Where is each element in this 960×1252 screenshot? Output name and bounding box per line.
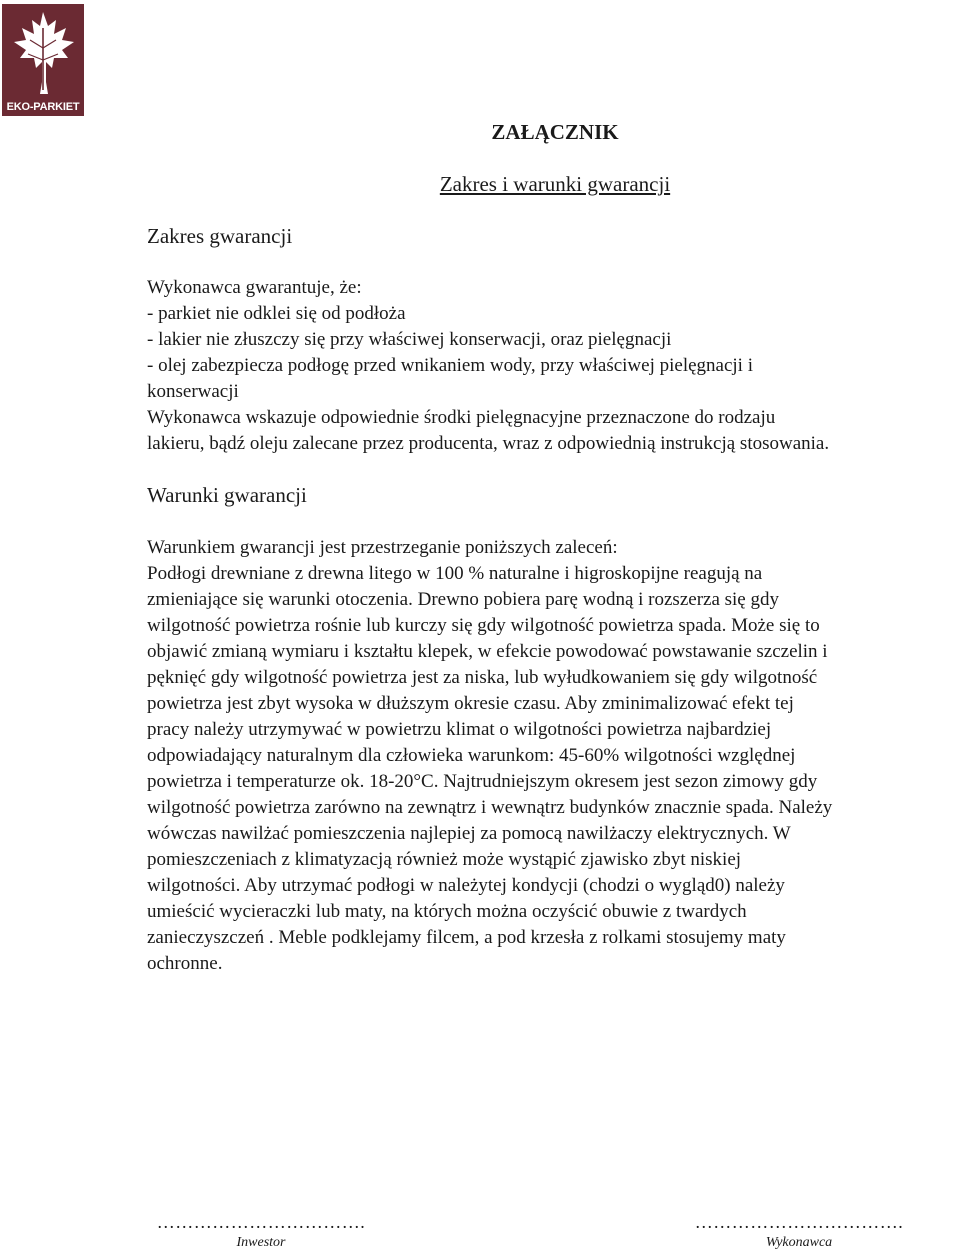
- section-heading-zakres: Zakres gwarancji: [147, 224, 293, 248]
- paragraph-line: pęknięć gdy wilgotność powietrza jest za niska, lub wyłudkowaniem się gdy wilgotność: [147, 667, 818, 688]
- paragraph-line: odpowiadający naturalnym dla człowieka warunkom: 45-60% wilgotności względnej: [147, 745, 796, 766]
- paragraph-line: Warunkiem gwarancji jest przestrzeganie poniższych zaleceń:: [147, 537, 618, 558]
- paragraph-line: Podłogi drewniane z drewna litego w 100 % naturalne i higroskopijne reagują na: [147, 563, 763, 584]
- paragraph-line: wilgotność powietrza rośnie lub kurczy się gdy wilgotność powietrza spada. Może się to: [147, 615, 820, 636]
- section-body-warunki: [147, 535, 957, 977]
- paragraph-line: konserwacji: [147, 381, 239, 402]
- signature-label-investor: Inwestor: [236, 1235, 286, 1250]
- paragraph-line: wówczas nawilżać pomieszczenia najlepiej za pomocą nawilżaczy elektrycznych. W: [147, 823, 791, 844]
- signature-contractor: [654, 1212, 944, 1252]
- paragraph-line: zanieczyszczeń . Meble podklejamy filcem, a pod krzesła z rolkami stosujemy maty: [147, 927, 786, 948]
- paragraph-line: ochronne.: [147, 953, 223, 974]
- paragraph-line: wilgotność powietrza zarówno na zewnątrz i wewnątrz budynków znacznie spada. Należy: [147, 797, 833, 818]
- paragraph-line: objawić zmianą wymiaru i kształtu klepek, w efekcie powodować powstawanie szczelin i: [147, 641, 828, 662]
- paragraph-line: - lakier nie złuszczy się przy właściwej konserwacji, oraz pielęgnacji: [147, 329, 672, 350]
- paragraph-line: powietrza jest zbyt wysoka w dłuższym okresie czasu. Aby zminimalizować efekt tej: [147, 693, 794, 714]
- page-title: ZAŁĄCZNIK: [491, 120, 619, 144]
- paragraph-line: - olej zabezpiecza podłogę przed wnikaniem wody, przy właściwej pielęgnacji i: [147, 355, 753, 376]
- company-logo: [2, 4, 84, 116]
- paragraph-line: zmieniające się warunki otoczenia. Drewno pobiera parę wodną i rozszerza się gdy: [147, 589, 779, 610]
- signature-line: …………………………….: [694, 1212, 904, 1232]
- signature-investor: [116, 1212, 406, 1252]
- section-body-zakres: [147, 275, 957, 457]
- paragraph-line: powietrza i temperaturze ok. 18-20°C. Najtrudniejszym okresem jest sezon zimowy gdy: [147, 771, 818, 792]
- paragraph-line: pomieszczeniach z klimatyzacją również może wystąpić zjawisko zbyt niskiej: [147, 849, 742, 870]
- paragraph-line: umieścić wycieraczki lub maty, na których można oczyścić obuwie z twardych: [147, 901, 747, 922]
- page-subtitle: Zakres i warunki gwarancji: [439, 172, 671, 196]
- logo-text: EKO-PARKIET: [6, 101, 80, 113]
- paragraph-line: pracy należy utrzymywać w powietrzu klimat o wilgotności powietrza najbardziej: [147, 719, 772, 740]
- paragraph-line: lakieru, bądź oleju zalecane przez producenta, wraz z odpowiednią instrukcją stosowania.: [147, 433, 830, 454]
- paragraph-line: Wykonawca gwarantuje, że:: [147, 277, 362, 298]
- section-heading-warunki: Warunki gwarancji: [147, 483, 307, 507]
- paragraph-line: Wykonawca wskazuje odpowiednie środki pielęgnacyjne przeznaczone do rodzaju: [147, 407, 776, 428]
- paragraph-line: - parkiet nie odklei się od podłoża: [147, 303, 406, 324]
- maple-leaf-icon: [2, 4, 84, 100]
- paragraph-line: wilgotności. Aby utrzymać podłogi w należytej kondycji (chodzi o wygląd0) należy: [147, 875, 785, 896]
- signature-line: …………………………….: [156, 1212, 366, 1232]
- signature-label-contractor: Wykonawca: [765, 1235, 833, 1250]
